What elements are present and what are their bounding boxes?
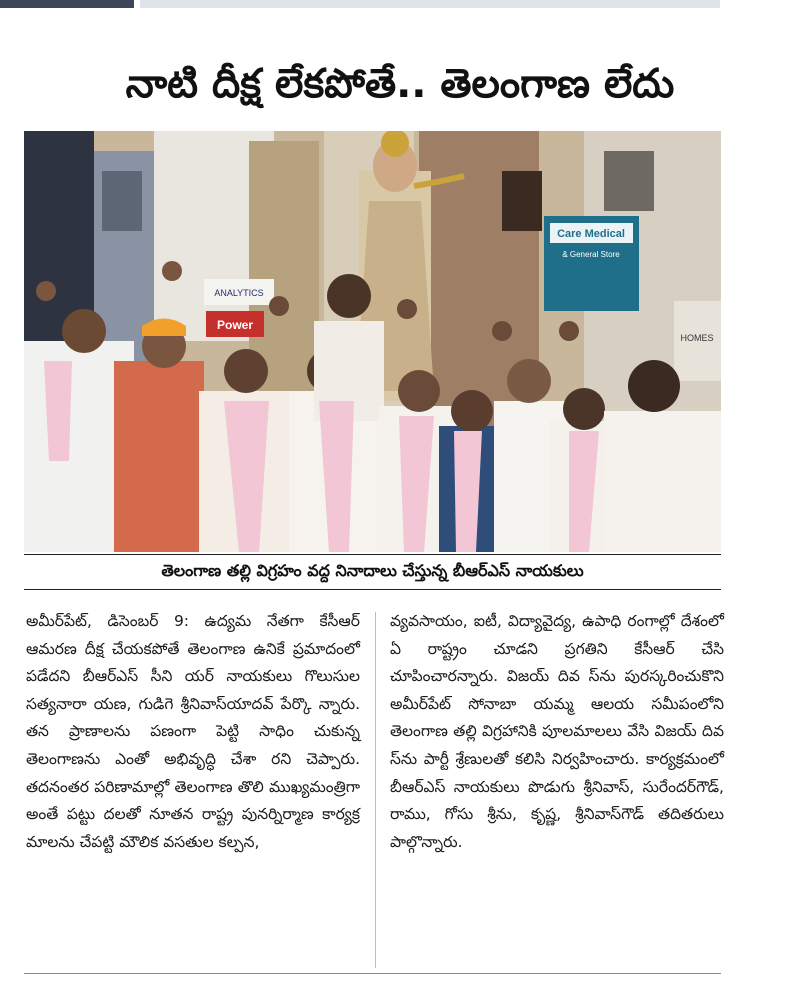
column-divider	[375, 612, 376, 968]
bottom-rule	[24, 973, 721, 974]
sign-homes: HOMES	[680, 333, 714, 343]
news-photo-illustration	[24, 131, 721, 552]
top-accent-bar-dark	[0, 0, 134, 8]
article-column-right	[390, 608, 724, 856]
news-photo	[24, 131, 721, 552]
article-column-left	[26, 608, 360, 856]
care-medical-sign	[544, 216, 639, 311]
headline: నాటి దీక్ష లేకపోతే.. తెలంగాణ లేదు	[125, 61, 675, 107]
power-sign	[206, 311, 264, 337]
hanging-banner	[502, 171, 542, 231]
top-accent-bar	[0, 0, 720, 8]
caption-bottom-rule	[24, 589, 721, 590]
sign-care-medical: Care Medical	[557, 228, 625, 240]
photo-caption: తెలంగాణ తల్లి విగ్రహం వద్ద నినాదాలు చేస్తున్న బీఆర్ఎస్ నాయకులు	[161, 561, 584, 580]
sign-analytics: ANALYTICS	[214, 288, 264, 298]
homes-sign	[674, 301, 721, 381]
sign-power: Power	[216, 318, 254, 332]
article-body-left: అమీర్‌పేట్, డిసెంబర్ 9: ఉద్యమ నేతగా కేసీఆర్ ఆమరణ దీక్ష చేయకపోతే తెలంగాణ ఉనికే ప్రమాదంలో పడేదని బీఆర్ఎస్ సీని యర్ నాయకులు గొలుసుల సత్యనారా యణ, గుడిగె శ్రీనివాస్‌యాదవ్ పేర్కొ న్నారు. తన ప్రాణాలను పణంగా పెట్టి సాధిం చుకున్న తెలంగాణను ఎంతో అభివృద్ధి చేశా రని చెప్పారు. తదనంతర పరిణామాల్లో తెలంగాణ తొలి ముఖ్యమంత్రిగా అంతే పట్టు దలతో నూతన రాష్ట్ర పునర్నిర్మాణ కార్యక్ర మాలను చేపట్టి మౌలిక వసతుల కల్పన,	[26, 612, 360, 851]
top-accent-bar-light	[140, 0, 720, 8]
analytics-sign	[204, 279, 274, 305]
article-body-right: వ్యవసాయం, ఐటీ, విద్యావైద్య, ఉపాధి రంగాల్లో దేశంలో ఏ రాష్ట్రం చూడని ప్రగతిని కేసీఆర్ చేసి చూపించారన్నారు. విజయ్ దివ స్‌ను పురస్కరించుకొని అమీర్‌పేట్ సోనాబా యమ్మ ఆలయ సమీపంలోని తెలంగాణ తల్లి విగ్రహానికి పూలమాలలు వేసి విజయ్ దివ స్‌ను పార్టీ శ్రేణులతో కలిసి నిర్వహించారు. కార్యక్రమంలో బీఆర్ఎస్ నాయకులు పొడుగు శ్రీనివాస్, సురేందర్‌గౌడ్, రాము, గోసు శ్రీను, కృష్ణ, శ్రీనివాస్‌గౌడ్ తదితరులు పాల్గొన్నారు.	[390, 612, 724, 851]
caption-top-rule	[24, 554, 721, 555]
sign-general-store: & General Store	[562, 250, 620, 259]
